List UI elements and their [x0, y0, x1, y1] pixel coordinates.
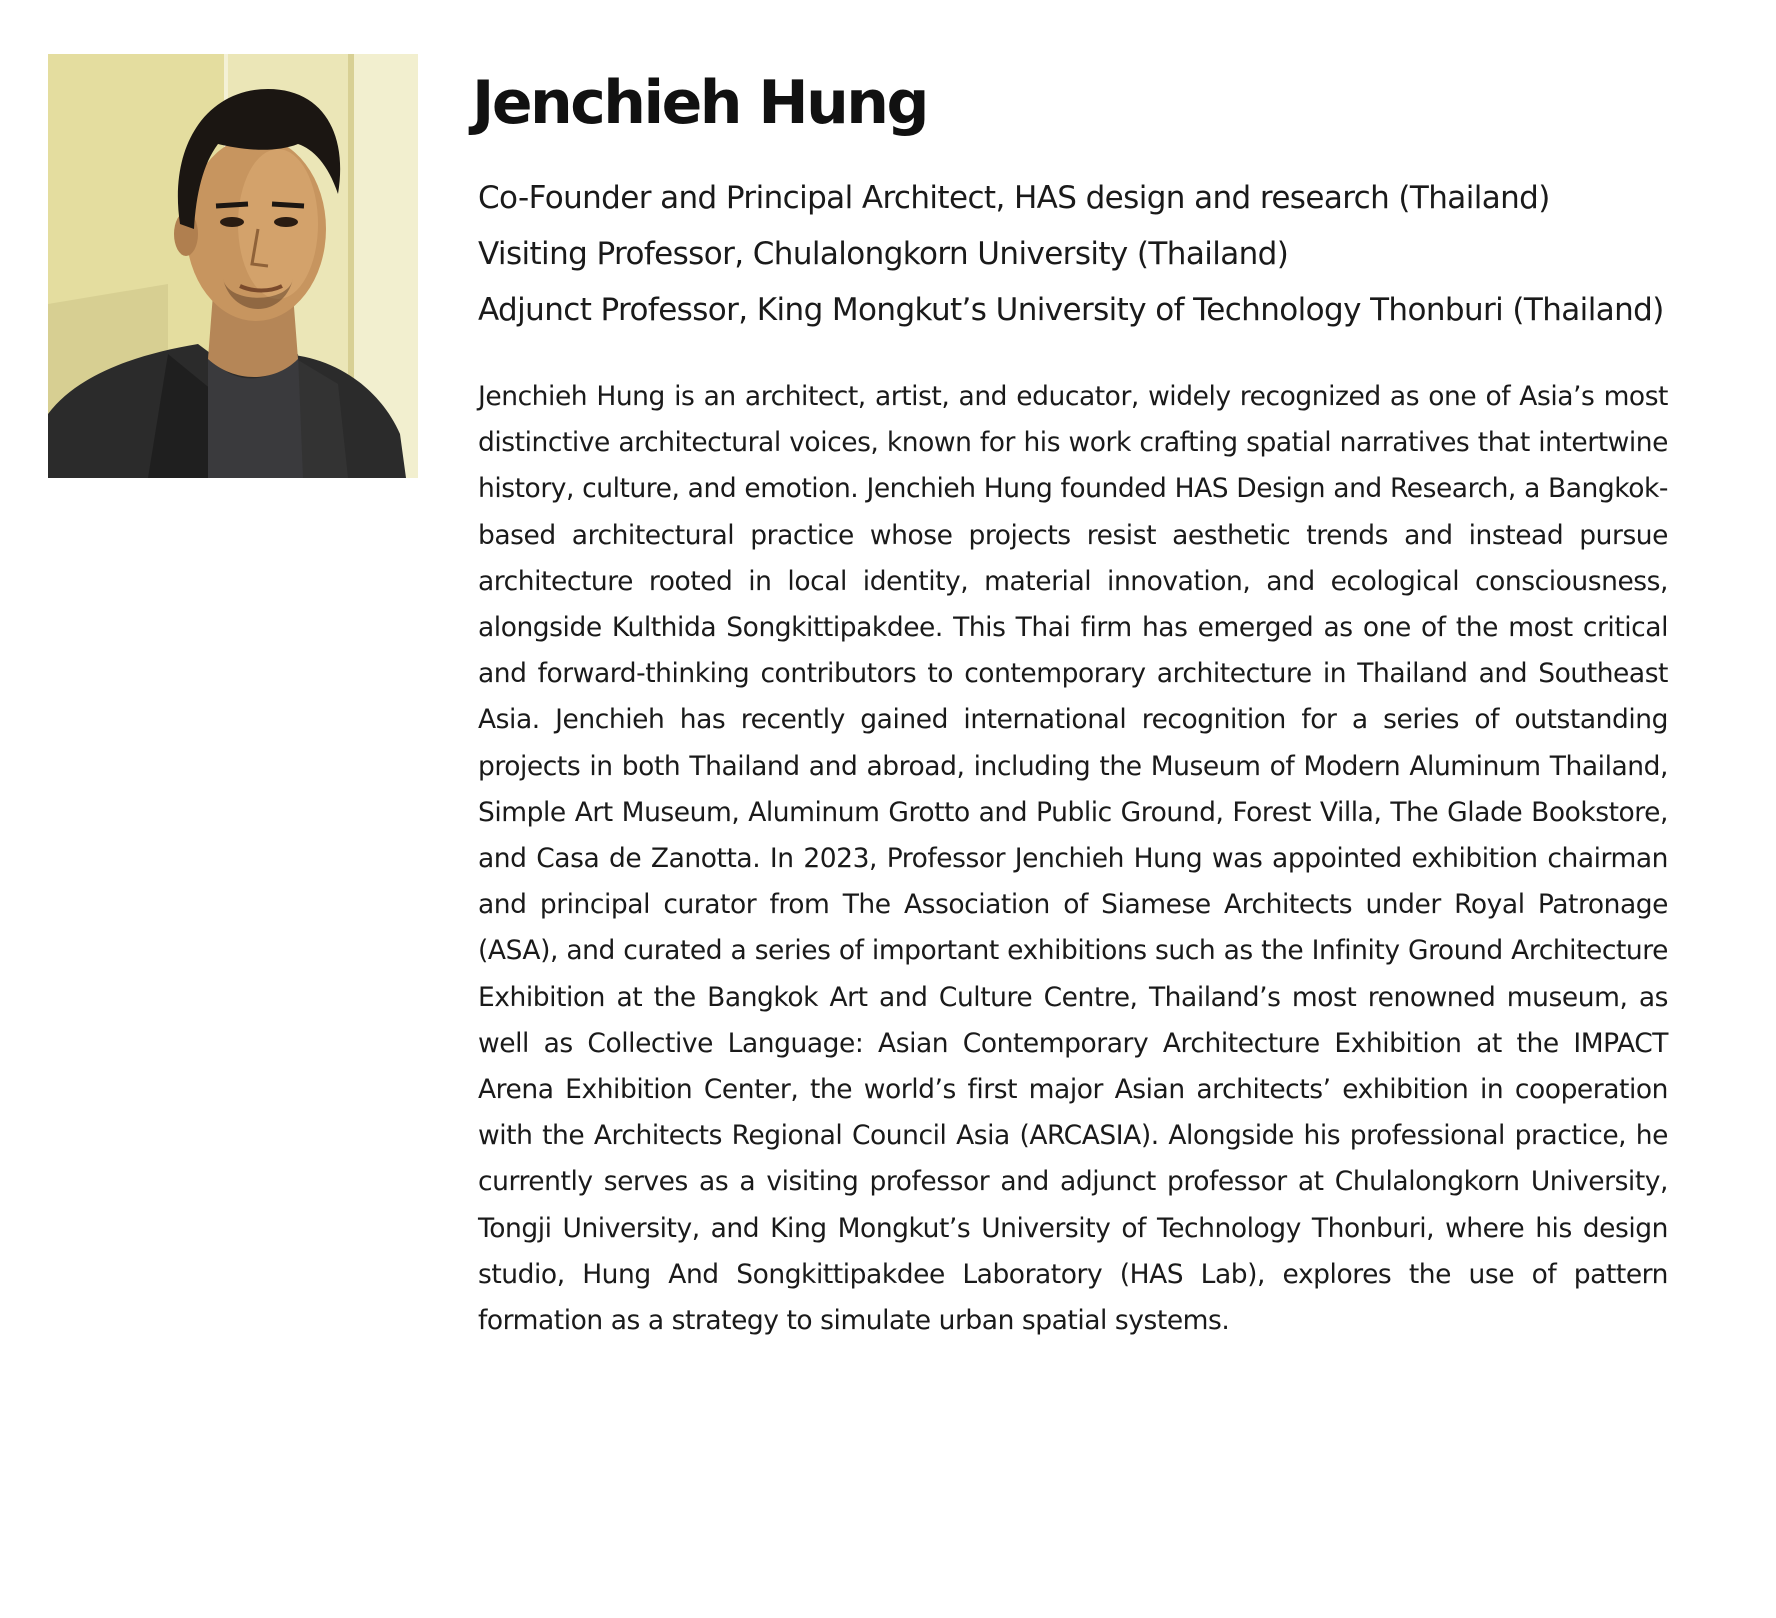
profile-name: Jenchieh Hung: [472, 68, 927, 138]
role-line: Adjunct Professor, King Mongkut’s University of Technology Thonburi (Thailand): [478, 292, 1664, 328]
role-line: Visiting Professor, Chulalongkorn University (Thailand): [478, 236, 1289, 272]
profile-roles: [478, 170, 1668, 338]
profile-bio: Jenchieh Hung is an architect, artist, and educator, widely recognized as one of Asia’s most distinctive architectural voices, known for his work crafting spatial narratives that intertwine history, culture, and emotion. Jenchieh Hung founded HAS Design and Research, a Bangkok-based architectural practice whose projects resist aesthetic trends and instead pursue architecture rooted in local identity, material innovation, and ecological consciousness, alongside Kulthida Songkittipakdee. This Thai firm has emerged as one of the most critical and forward-thinking contributors to contemporary architecture in Thailand and Southeast Asia. Jenchieh has recently gained international recognition for a series of outstanding projects in both Thailand and abroad, including the Museum of Modern Aluminum Thailand, Simple Art Museum, Aluminum Grotto and Public Ground, Forest Villa, The Glade Bookstore, and Casa de Zanotta. In 2023, Professor Jenchieh Hung was appointed exhibition chairman and principal curator from The Association of Siamese Architects under Royal Patronage (ASA), and curated a series of important exhibitions such as the Infinity Ground Architecture Exhibition at the Bangkok Art and Culture Centre, Thailand’s most renowned museum, as well as Collective Language: Asian Contemporary Architecture Exhibition at the IMPACT Arena Exhibition Center, the world’s first major Asian architects’ exhibition in cooperation with the Architects Regional Council Asia (ARCASIA). Alongside his professional practice, he currently serves as a visiting professor and adjunct professor at Chulalongkorn University, Tongji University, and King Mongkut’s University of Technology Thonburi, where his design studio, Hung And Songkittipakdee Laboratory (HAS Lab), explores the use of pattern formation as a strategy to simulate urban spatial systems.: [478, 381, 1668, 1337]
portrait-photo-icon: [48, 54, 418, 478]
role-line: Co-Founder and Principal Architect, HAS design and research (Thailand): [478, 180, 1550, 216]
profile-photo: [48, 54, 418, 478]
profile-content: [472, 58, 1668, 1371]
